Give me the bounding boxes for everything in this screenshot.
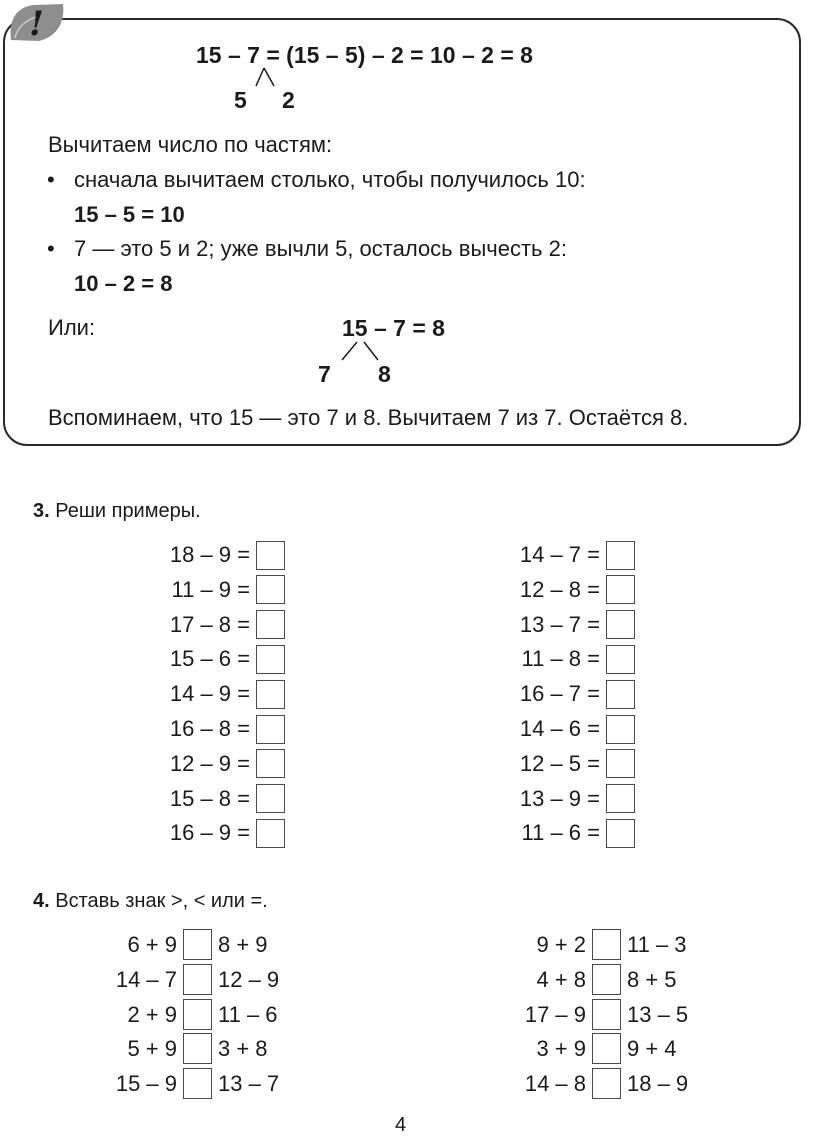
task4-comparison [77,1066,279,1101]
task4-comparison [77,927,268,962]
rule-bullet-2: 7 — это 5 и 2; уже вычли 5, осталось вычесть 2: [74,236,567,261]
comparison-left-expression: 2 + 9 [127,1001,177,1027]
sign-box[interactable] [183,999,212,1030]
comparison-right-expression: 8 + 5 [627,966,677,992]
answer-box[interactable] [256,541,285,570]
split-main-left: 5 [234,87,247,113]
task3-exercise [140,642,285,676]
rule-alt-example: 15 – 7 = 8 [342,315,445,341]
task4-comparison [486,962,677,997]
sign-box[interactable] [183,964,212,995]
answer-box[interactable] [606,680,635,709]
exercise-expression: 11 – 8 = [521,646,600,672]
answer-box[interactable] [606,749,635,778]
badge-symbol: ! [29,4,44,44]
task3-exercise [140,712,285,746]
sign-box[interactable] [592,1033,621,1064]
exercise-expression: 12 – 5 = [519,750,600,776]
task3-exercise [490,573,635,607]
exercise-expression: 16 – 9 = [169,820,250,846]
answer-box[interactable] [606,575,635,604]
exclamation-badge-icon [5,2,67,44]
rule-bullet-1: сначала вычитаем столько, чтобы получилось 10: [74,167,586,192]
task3-exercise [490,816,635,850]
comparison-right-expression: 11 – 3 [627,932,687,957]
task4-comparison [77,1031,268,1066]
answer-box[interactable] [606,645,635,674]
task4-comparison [486,1031,677,1066]
task3-exercise [140,782,285,816]
rule-or-label: Или: [48,315,96,340]
sign-box[interactable] [183,929,212,960]
comparison-left-expression: 6 + 9 [127,932,177,957]
task3-exercise [490,538,635,572]
task4-number: 4. [33,890,50,912]
exercise-expression: 12 – 8 = [519,576,600,602]
comparison-left-expression: 14 – 8 [524,1071,586,1097]
exercise-expression: 15 – 8 = [169,785,250,811]
task4-comparison [77,997,278,1032]
task3-exercise [140,677,285,711]
task3-exercise [490,712,635,746]
comparison-left-expression: 17 – 9 [524,1001,586,1027]
sign-box[interactable] [592,1068,621,1099]
task4-instruction: Вставь знак >, < или =. [55,890,268,912]
answer-box[interactable] [256,680,285,709]
task3-exercise [490,747,635,781]
comparison-left-expression: 3 + 9 [536,1036,586,1062]
task3-number: 3. [33,500,50,522]
rule-box [3,18,801,446]
rule-intro: Вычитаем число по частям: [48,132,333,157]
exercise-expression: 13 – 7 = [519,611,600,637]
rule-main-example: 15 – 7 = (15 – 5) – 2 = 10 – 2 = 8 [196,42,533,68]
exercise-expression: 15 – 6 = [169,646,250,672]
answer-box[interactable] [256,784,285,813]
comparison-left-expression: 14 – 7 [115,966,177,992]
answer-box[interactable] [256,715,285,744]
split-alt-left: 7 [318,361,331,387]
split-alt-right: 8 [378,361,391,387]
exercise-expression: 13 – 9 = [519,785,600,811]
task4-comparison [486,997,688,1032]
task4-comparison [486,1066,688,1101]
comparison-right-expression: 12 – 9 [218,966,280,992]
exercise-expression: 14 – 7 = [519,542,600,567]
comparison-right-expression: 13 – 5 [627,1001,689,1027]
answer-box[interactable] [606,610,635,639]
task4-heading [33,890,268,913]
task3-exercise [140,573,285,607]
sign-box[interactable] [592,964,621,995]
task3-exercise [490,677,635,711]
exercise-expression: 14 – 9 = [169,681,250,707]
comparison-left-expression: 5 + 9 [127,1036,177,1062]
split-main-right: 2 [282,87,295,113]
task3-exercise [490,642,635,676]
sign-box[interactable] [183,1068,212,1099]
task3-exercise [490,782,635,816]
comparison-right-expression: 9 + 4 [627,1036,677,1062]
task3-exercise [140,538,285,572]
answer-box[interactable] [606,715,635,744]
answer-box[interactable] [256,749,285,778]
task4-comparison [486,927,687,962]
comparison-right-expression: 13 – 7 [218,1071,280,1097]
comparison-left-expression: 15 – 9 [115,1071,177,1097]
exercise-expression: 11 – 6 = [521,820,600,846]
comparison-left-expression: 9 + 2 [536,932,586,957]
task3-exercise [140,608,285,642]
sign-box[interactable] [592,999,621,1030]
sign-box[interactable] [183,1033,212,1064]
answer-box[interactable] [256,819,285,848]
answer-box[interactable] [256,645,285,674]
sign-box[interactable] [592,929,621,960]
task3-instruction: Реши примеры. [55,500,201,522]
exercise-expression: 12 – 9 = [169,750,250,776]
answer-box[interactable] [256,610,285,639]
comparison-right-expression: 11 – 6 [218,1001,278,1027]
answer-box[interactable] [606,541,635,570]
exercise-expression: 16 – 7 = [519,681,600,707]
task3-exercise [140,816,285,850]
answer-box[interactable] [256,575,285,604]
rule-bullet-2-equation: 10 – 2 = 8 [74,271,173,296]
task4-comparison [77,962,279,997]
bullet-dot-2: • [47,236,55,261]
bullet-dot-1: • [47,167,55,192]
answer-box[interactable] [606,784,635,813]
task3-exercise [140,747,285,781]
task3-exercise [490,608,635,642]
exercise-expression: 14 – 6 = [519,716,600,741]
exercise-expression: 17 – 8 = [169,611,250,637]
exercise-expression: 18 – 9 = [169,542,250,567]
rule-conclusion: Вспоминаем, что 15 — это 7 и 8. Вычитаем 7 из 7. Остаётся 8. [48,405,689,430]
comparison-right-expression: 8 + 9 [218,932,268,957]
comparison-left-expression: 4 + 8 [536,966,586,992]
exercise-expression: 16 – 8 = [169,716,250,741]
comparison-right-expression: 3 + 8 [218,1036,268,1062]
answer-box[interactable] [606,819,635,848]
task3-heading [33,500,201,523]
rule-bullet-1-equation: 15 – 5 = 10 [74,202,185,227]
exercise-expression: 11 – 9 = [171,576,250,602]
comparison-right-expression: 18 – 9 [627,1071,689,1097]
page-number: 4 [395,1114,407,1136]
